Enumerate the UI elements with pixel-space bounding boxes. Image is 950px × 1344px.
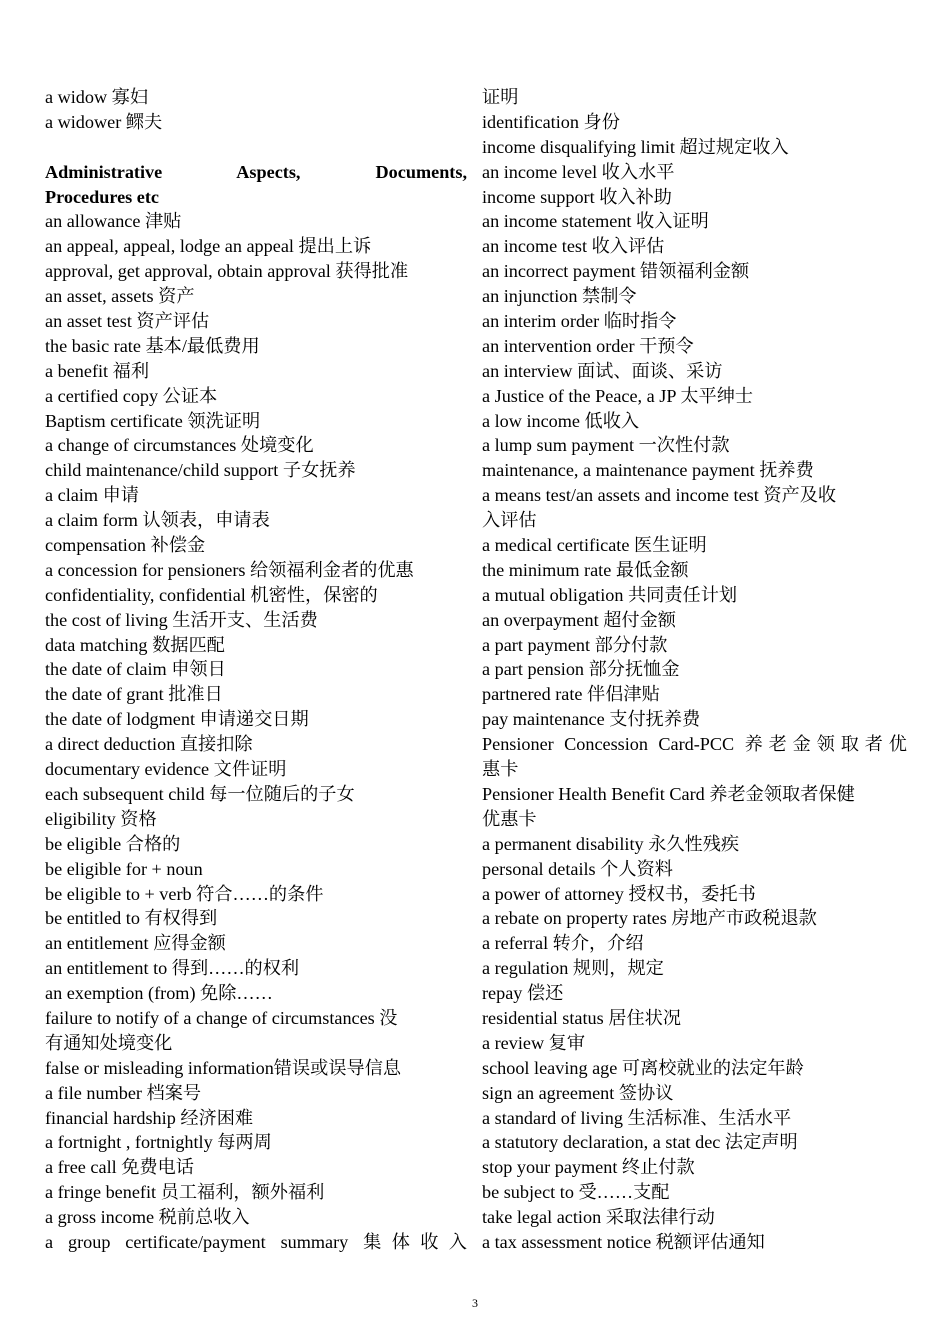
glossary-entry: a concession for pensioners 给领福利金者的优惠: [45, 559, 414, 580]
glossary-entry: a medical certificate 医生证明: [482, 535, 707, 556]
glossary-entry: a fortnight , fortnightly 每两周: [45, 1132, 272, 1153]
glossary-entry: an income statement 收入证明: [482, 211, 709, 232]
glossary-entry: a fringe benefit 员工福利，额外福利: [45, 1182, 325, 1203]
glossary-entry: take legal action 采取法律行动: [482, 1207, 715, 1228]
glossary-entry: the minimum rate 最低金额: [482, 559, 689, 580]
glossary-entry: an injunction 禁制令: [482, 286, 637, 307]
glossary-entry: a widow 寡妇: [45, 87, 149, 107]
glossary-entry: a part payment 部分付款: [482, 634, 668, 655]
section-heading: Administrative Aspects, Documents,: [45, 161, 467, 182]
glossary-entry: sign an agreement 签协议: [482, 1082, 674, 1103]
glossary-entry: 入评估: [482, 510, 537, 531]
glossary-entry: financial hardship 经济困难: [45, 1107, 254, 1128]
glossary-entry: an incorrect payment 错领福利金额: [482, 261, 750, 282]
glossary-entry: Pensioner Concession Card-PCC 养老金领取者优: [482, 734, 907, 755]
glossary-entry: a change of circumstances 处境变化: [45, 435, 314, 456]
glossary-entry: data matching 数据匹配: [45, 634, 225, 655]
glossary-entry: a rebate on property rates 房地产市政税退款: [482, 908, 817, 929]
glossary-entry: a review 复审: [482, 1032, 586, 1053]
glossary-entry: a means test/an assets and income test 资产及收: [482, 485, 837, 506]
glossary-entry: an allowance 津贴: [45, 211, 182, 232]
glossary-entry: the date of claim 申领日: [45, 659, 226, 680]
glossary-entry: failure to notify of a change of circumstances 没: [45, 1007, 398, 1028]
page-number: 3: [472, 1296, 478, 1310]
glossary-entry: a claim form 认领表，申请表: [45, 510, 270, 531]
glossary-entry: a regulation 规则，规定: [482, 958, 664, 979]
glossary-entry: 优惠卡: [482, 808, 537, 829]
glossary-entry: a file number 档案号: [45, 1082, 202, 1103]
glossary-entry: a benefit 福利: [45, 360, 150, 381]
glossary-entry: a Justice of the Peace, a JP 太平绅士: [482, 385, 754, 406]
glossary-entry: 证明: [482, 87, 519, 107]
glossary-entry: the cost of living 生活开支、生活费: [45, 609, 318, 630]
glossary-entry: 有通知处境变化: [45, 1032, 173, 1053]
glossary-entry: an entitlement to 得到……的权利: [45, 958, 300, 979]
glossary-entry: repay 偿还: [482, 983, 564, 1004]
glossary-entry: an entitlement 应得金额: [45, 933, 226, 954]
glossary-entry: Baptism certificate 领洗证明: [45, 410, 261, 431]
glossary-entry: confidentiality, confidential 机密性，保密的: [45, 584, 378, 605]
glossary-entry: a claim 申请: [45, 485, 139, 506]
glossary-entry: Pensioner Health Benefit Card 养老金领取者保健: [482, 783, 855, 804]
glossary-entry: [45, 135, 467, 160]
glossary-entry: a free call 免费电话: [45, 1157, 194, 1178]
glossary-entry: each subsequent child 每一位随后的子女: [45, 783, 355, 804]
glossary-entry: 惠卡: [482, 759, 519, 780]
glossary-entry: a referral 转介，介绍: [482, 933, 644, 954]
glossary-entry: a direct deduction 直接扣除: [45, 734, 253, 755]
glossary-entry: a statutory declaration, a stat dec 法定声明: [482, 1132, 798, 1153]
glossary-entry: approval, get approval, obtain approval 获得批准: [45, 261, 409, 282]
glossary-entry: a widower 鳏夫: [45, 111, 163, 132]
glossary-entry: the date of grant 批准日: [45, 684, 223, 705]
glossary-entry: income disqualifying limit 超过规定收入: [482, 136, 789, 157]
glossary-entry: identification 身份: [482, 111, 620, 132]
glossary-entry: eligibility 资格: [45, 808, 157, 829]
section-heading: Procedures etc: [45, 186, 159, 207]
glossary-entry: residential status 居住状况: [482, 1007, 682, 1028]
glossary-entry: stop your payment 终止付款: [482, 1157, 695, 1178]
glossary-entry: an exemption (from) 免除……: [45, 983, 273, 1004]
glossary-entry: an interim order 临时指令: [482, 311, 677, 332]
glossary-entry: false or misleading information错误或误导信息: [45, 1057, 402, 1078]
glossary-entry: be eligible 合格的: [45, 833, 181, 854]
glossary-entry: maintenance, a maintenance payment 抚养费: [482, 460, 814, 481]
glossary-entry: partnered rate 伴侣津贴: [482, 684, 660, 705]
glossary-entry: school leaving age 可离校就业的法定年龄: [482, 1057, 804, 1078]
glossary-entry: an asset, assets 资产: [45, 286, 195, 307]
glossary-entry: compensation 补偿金: [45, 535, 206, 556]
glossary-entry: income support 收入补助: [482, 186, 672, 207]
glossary-entry: the basic rate 基本/最低费用: [45, 335, 260, 356]
glossary-entry: a power of attorney 授权书，委托书: [482, 883, 756, 904]
glossary-entry: documentary evidence 文件证明: [45, 759, 287, 780]
glossary-entry: a group certificate/payment summary 集体收入: [45, 1231, 467, 1252]
glossary-entry: an income level 收入水平: [482, 161, 675, 182]
glossary-entry: a certified copy 公证本: [45, 385, 218, 406]
glossary-entry: a tax assessment notice 税额评估通知: [482, 1231, 765, 1252]
glossary-entry: an asset test 资产评估: [45, 311, 210, 332]
left-column: [45, 85, 467, 1255]
glossary-entry: an appeal, appeal, lodge an appeal 提出上诉: [45, 236, 372, 257]
glossary-entry: an intervention order 干预令: [482, 335, 694, 356]
glossary-entry: be eligible for + noun: [45, 858, 203, 879]
glossary-entry: the date of lodgment 申请递交日期: [45, 709, 309, 730]
glossary-entry: be subject to 受……支配: [482, 1182, 670, 1203]
glossary-entry: child maintenance/child support 子女抚养: [45, 460, 356, 481]
glossary-entry: a standard of living 生活标准、生活水平: [482, 1107, 792, 1128]
glossary-entry: a lump sum payment 一次性付款: [482, 435, 730, 456]
glossary-entry: a mutual obligation 共同责任计划: [482, 584, 738, 605]
glossary-entry: a low income 低收入: [482, 410, 640, 431]
glossary-entry: pay maintenance 支付抚养费: [482, 709, 701, 730]
glossary-entry: an interview 面试、面谈、采访: [482, 360, 723, 381]
glossary-entry: a part pension 部分抚恤金: [482, 659, 680, 680]
glossary-entry: be eligible to + verb 符合……的条件: [45, 883, 324, 904]
glossary-entry: an overpayment 超付金额: [482, 609, 676, 630]
glossary-entry: be entitled to 有权得到: [45, 908, 218, 929]
right-column: [482, 85, 907, 1255]
glossary-entry: a permanent disability 永久性残疾: [482, 833, 740, 854]
glossary-entry: an income test 收入评估: [482, 236, 665, 257]
glossary-entry: personal details 个人资料: [482, 858, 673, 879]
glossary-entry: a gross income 税前总收入: [45, 1207, 250, 1228]
